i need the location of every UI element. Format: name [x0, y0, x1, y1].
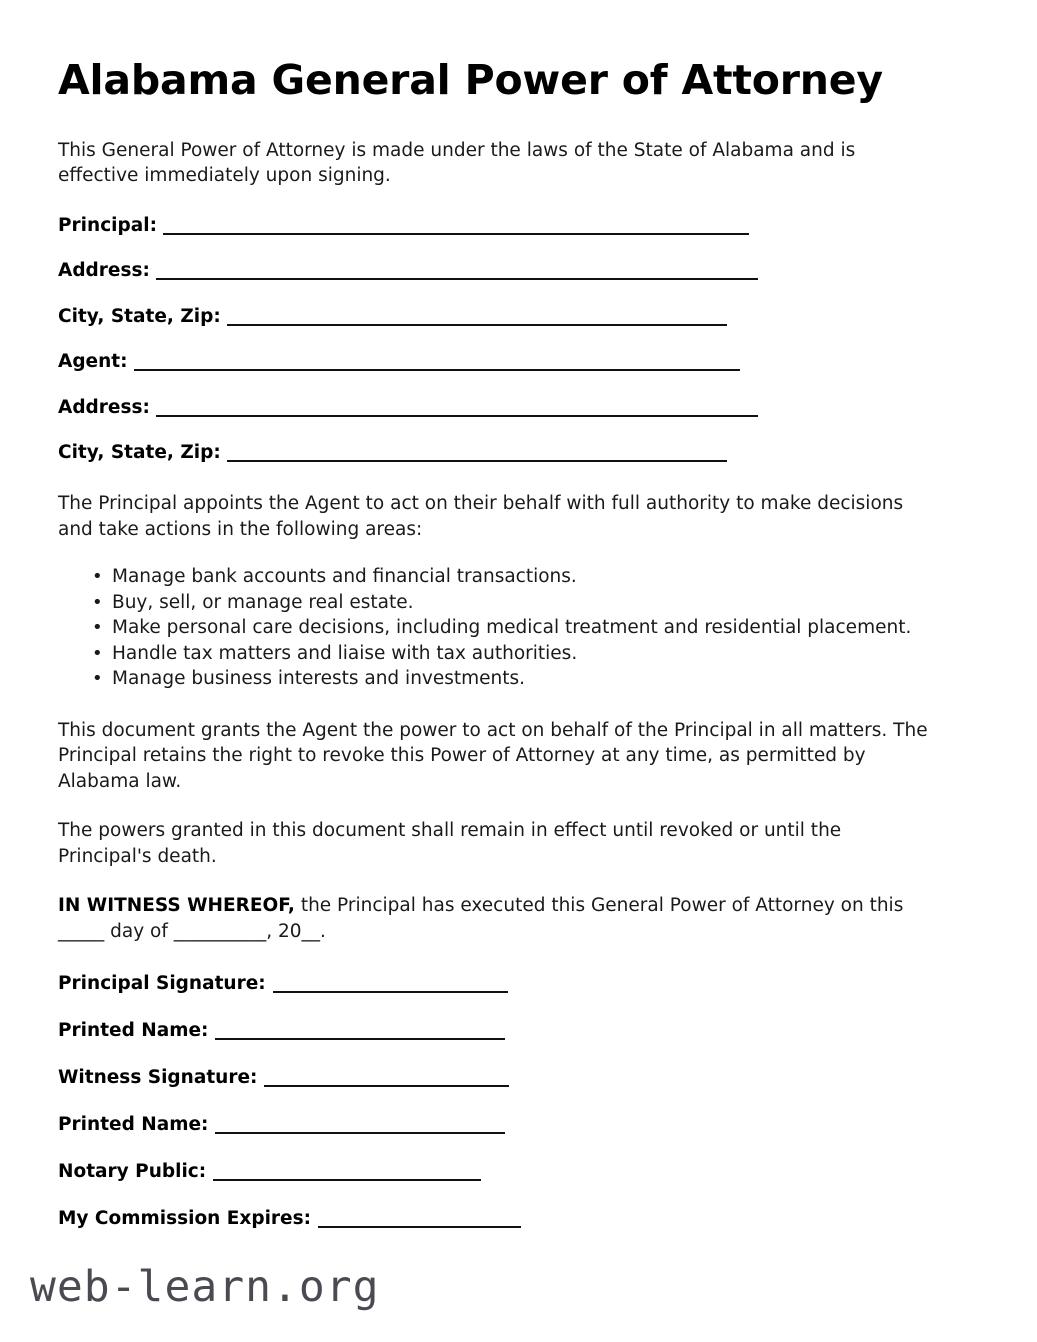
field-label: Principal:	[58, 214, 157, 236]
witness-clause-paragraph	[58, 893, 938, 945]
field-blank-line[interactable]	[156, 278, 758, 280]
field-label: City, State, Zip:	[58, 442, 221, 464]
field-row-principal-address	[58, 258, 938, 283]
duration-paragraph: The powers granted in this document shall remain in effect until revoked or until the Principal's death.	[58, 820, 842, 867]
signature-label: Witness Signature:	[58, 1067, 258, 1089]
signature-blank-line[interactable]	[264, 1085, 509, 1087]
field-blank-line[interactable]	[134, 369, 740, 371]
field-blank-line[interactable]	[156, 415, 758, 417]
list-item: • Handle tax matters and liaise with tax authorities.	[58, 641, 938, 667]
signature-blank-line[interactable]	[273, 991, 508, 993]
signature-row-commission-expires	[58, 1206, 938, 1231]
list-item: • Manage bank accounts and financial transactions.	[58, 564, 938, 590]
signature-label: Principal Signature:	[58, 973, 266, 995]
signature-label: My Commission Expires:	[58, 1208, 312, 1230]
signature-blank-line[interactable]	[213, 1179, 481, 1181]
intro-paragraph: This General Power of Attorney is made under the laws of the State of Alabama and is effective immediately upon signing.	[58, 139, 856, 187]
signature-fields-group	[58, 971, 938, 1231]
field-row-principal	[58, 213, 938, 238]
parties-fields-group	[58, 213, 938, 466]
list-item: • Buy, sell, or manage real estate.	[58, 590, 938, 616]
field-label: Address:	[58, 396, 150, 418]
signature-label: Notary Public:	[58, 1161, 207, 1183]
field-blank-line[interactable]	[227, 324, 727, 326]
field-label: Agent:	[58, 351, 128, 373]
powers-list	[58, 564, 938, 692]
signature-label: Printed Name:	[58, 1114, 209, 1136]
field-row-agent-city-state-zip	[58, 440, 938, 465]
signature-blank-line[interactable]	[318, 1226, 521, 1228]
field-label: City, State, Zip:	[58, 305, 221, 327]
list-item: • Manage business interests and investments.	[58, 666, 938, 692]
signature-row-witness-signature	[58, 1065, 938, 1090]
signature-blank-line[interactable]	[215, 1132, 505, 1134]
list-item: • Make personal care decisions, including medical treatment and residential placement.	[58, 615, 938, 641]
signature-blank-line[interactable]	[215, 1038, 505, 1040]
field-row-principal-city-state-zip	[58, 304, 938, 329]
field-blank-line[interactable]	[163, 233, 749, 235]
field-row-agent	[58, 349, 938, 374]
grant-paragraph: This document grants the Agent the power to act on behalf of the Principal in all matters. The Principal retains the right to revoke this Power of Attorney at any time, as permitted by Alabama law.	[58, 719, 928, 792]
field-row-agent-address	[58, 395, 938, 420]
signature-row-principal-printed-name	[58, 1018, 938, 1043]
signature-row-notary-public	[58, 1159, 938, 1184]
witness-clause-rest: the Principal has executed this General Power of Attorney on this _____ day of __________, 20__.	[58, 895, 904, 943]
field-label: Address:	[58, 260, 150, 282]
signature-label: Printed Name:	[58, 1020, 209, 1042]
page-title: Alabama General Power of Attorney	[58, 56, 883, 104]
field-blank-line[interactable]	[227, 460, 727, 462]
site-watermark: web-learn.org	[30, 1262, 380, 1312]
witness-clause-lead: IN WITNESS WHEREOF,	[58, 895, 295, 917]
document-content	[58, 58, 938, 1231]
signature-row-principal-signature	[58, 971, 938, 996]
appointment-intro-paragraph: The Principal appoints the Agent to act on their behalf with full authority to make decisions and take actions in the following areas:	[58, 493, 904, 540]
signature-row-witness-printed-name	[58, 1112, 938, 1137]
